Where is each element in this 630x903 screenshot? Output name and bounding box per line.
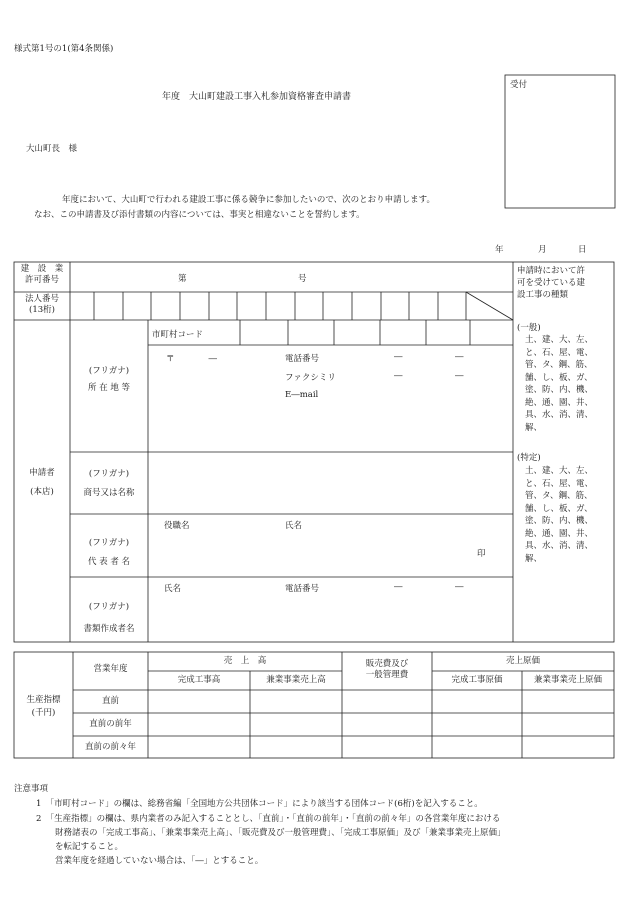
addressee: 大山町長 様 (26, 144, 78, 154)
tel-dash-1: ― (394, 352, 403, 362)
sales-header: 売 上 高 (223, 656, 267, 666)
cost-header: 売上原価 (505, 656, 540, 666)
tel-label: 電話番号 (285, 354, 320, 364)
receipt-label: 受付 (510, 80, 528, 90)
note-2-cont: 財務諸表の「完成工事高」、「兼業事業売上高」、「販売費及び一般管理費」、「完成工事原価」及び「兼業事業売上原価」 (55, 828, 506, 838)
city-code-input[interactable] (242, 322, 511, 343)
author-name-label: 氏名 (164, 584, 182, 594)
completed-cost-header: 完成工事原価 (451, 675, 503, 685)
author-tel-label: 電話番号 (285, 584, 320, 594)
year-row-label: 直前 (101, 696, 119, 706)
fiscal-year-header: 営業年度 (93, 664, 128, 674)
postal-code[interactable]: 〒 ― (166, 354, 218, 364)
sga-header: 販売費及び 一般管理費 (365, 659, 409, 680)
intro-text-1: 年度において、大山町で行われる建設工事に係る競争に参加したいので、次のとおり申請します。 (62, 195, 435, 205)
rep-name-label: 氏名 (285, 521, 303, 531)
trade-name-label: (フリガナ) 商号又は名称 (83, 469, 135, 498)
author-tel-dash-1: ― (394, 582, 403, 592)
completed-sales-header: 完成工事高 (177, 675, 221, 685)
date-day: 日 (578, 245, 587, 255)
page-title: 年度 大山町建設工事入札参加資格審査申請書 (162, 92, 352, 102)
trade-name-input[interactable] (150, 455, 510, 511)
side-sales-header: 兼業事業売上高 (266, 675, 326, 685)
production-index-label: 生産指標 (千円) (26, 695, 61, 718)
year-row-label: 直前の前年 (89, 719, 132, 729)
note-2: 2 「生産指標」の欄は、県内業者のみ記入することとし、「直前」・「直前の前年」・「直前の前々年」の各営業年度における (36, 814, 501, 824)
license-number-input[interactable] (75, 276, 505, 288)
applicant-label: 申請者 (本店) (29, 468, 55, 497)
fax-label: ファクシミリ (285, 373, 336, 383)
tel-dash-2: ― (455, 352, 464, 362)
license-dai: 第 (178, 274, 187, 284)
corp-number-label: 法人番号 (13桁) (24, 294, 59, 315)
notes-heading: 注意事項 (14, 784, 49, 794)
date-year: 年 (495, 245, 504, 255)
license-label: 建 設 業 許可番号 (20, 264, 64, 285)
year-row-label: 直前の前々年 (84, 742, 136, 752)
general-label: (一般) (517, 323, 541, 333)
specific-label: (特定) (517, 453, 541, 463)
author-input[interactable] (150, 596, 510, 640)
intro-text-2: なお、この申請書及び添付書類の内容については、事実と相違ないことを誓約します。 (34, 210, 365, 220)
form-number: 様式第1号の1(第4条関係) (14, 44, 114, 54)
seal-mark: 印 (477, 549, 486, 559)
fax-dash-2: ― (455, 371, 464, 381)
license-go: 号 (298, 274, 307, 284)
date-month: 月 (538, 245, 547, 255)
author-tel-dash-2: ― (455, 582, 464, 592)
specific-types-list[interactable]: 土、建、大、左、 と、石、屋、電、 管、タ、鋼、筋、 舗、し、板、ガ、 塗、防、内、機、 絶、通、園、井、 具、水、消、清、 解、 (525, 466, 594, 564)
production-values-input[interactable] (150, 692, 612, 756)
corp-number-input[interactable] (72, 294, 464, 318)
address-input[interactable] (150, 405, 510, 449)
representative-input[interactable] (150, 532, 470, 574)
note-2-cont: 営業年度を経過していない場合は、「―」とすること。 (55, 856, 264, 866)
fax-dash-1: ― (394, 371, 403, 381)
city-code-label: 市町村コード (152, 330, 204, 340)
email-label: E―mail (285, 390, 319, 400)
representative-label: (フリガナ) 代 表 者 名 (87, 538, 131, 567)
rep-title-label: 役職名 (164, 521, 190, 531)
note-2-cont: を転記すること。 (55, 842, 124, 852)
general-types-list[interactable]: 土、建、大、左、 と、石、屋、電、 管、タ、鋼、筋、 舗、し、板、ガ、 塗、防、内、機、 絶、通、園、井、 具、水、消、清、 解、 (525, 335, 594, 433)
license-types-header: 申請時において許 可を受けている建 設工事の種類 (517, 266, 586, 300)
note-1: 1 「市町村コード」の欄は、総務省編「全国地方公共団体コード」により該当する団体コード(6桁)を記入すること。 (36, 799, 483, 809)
address-label: (フリガナ) 所 在 地 等 (87, 366, 131, 393)
side-cost-header: 兼業事業売上原価 (533, 675, 602, 685)
author-label: (フリガナ) 書類作成者名 (83, 602, 135, 634)
